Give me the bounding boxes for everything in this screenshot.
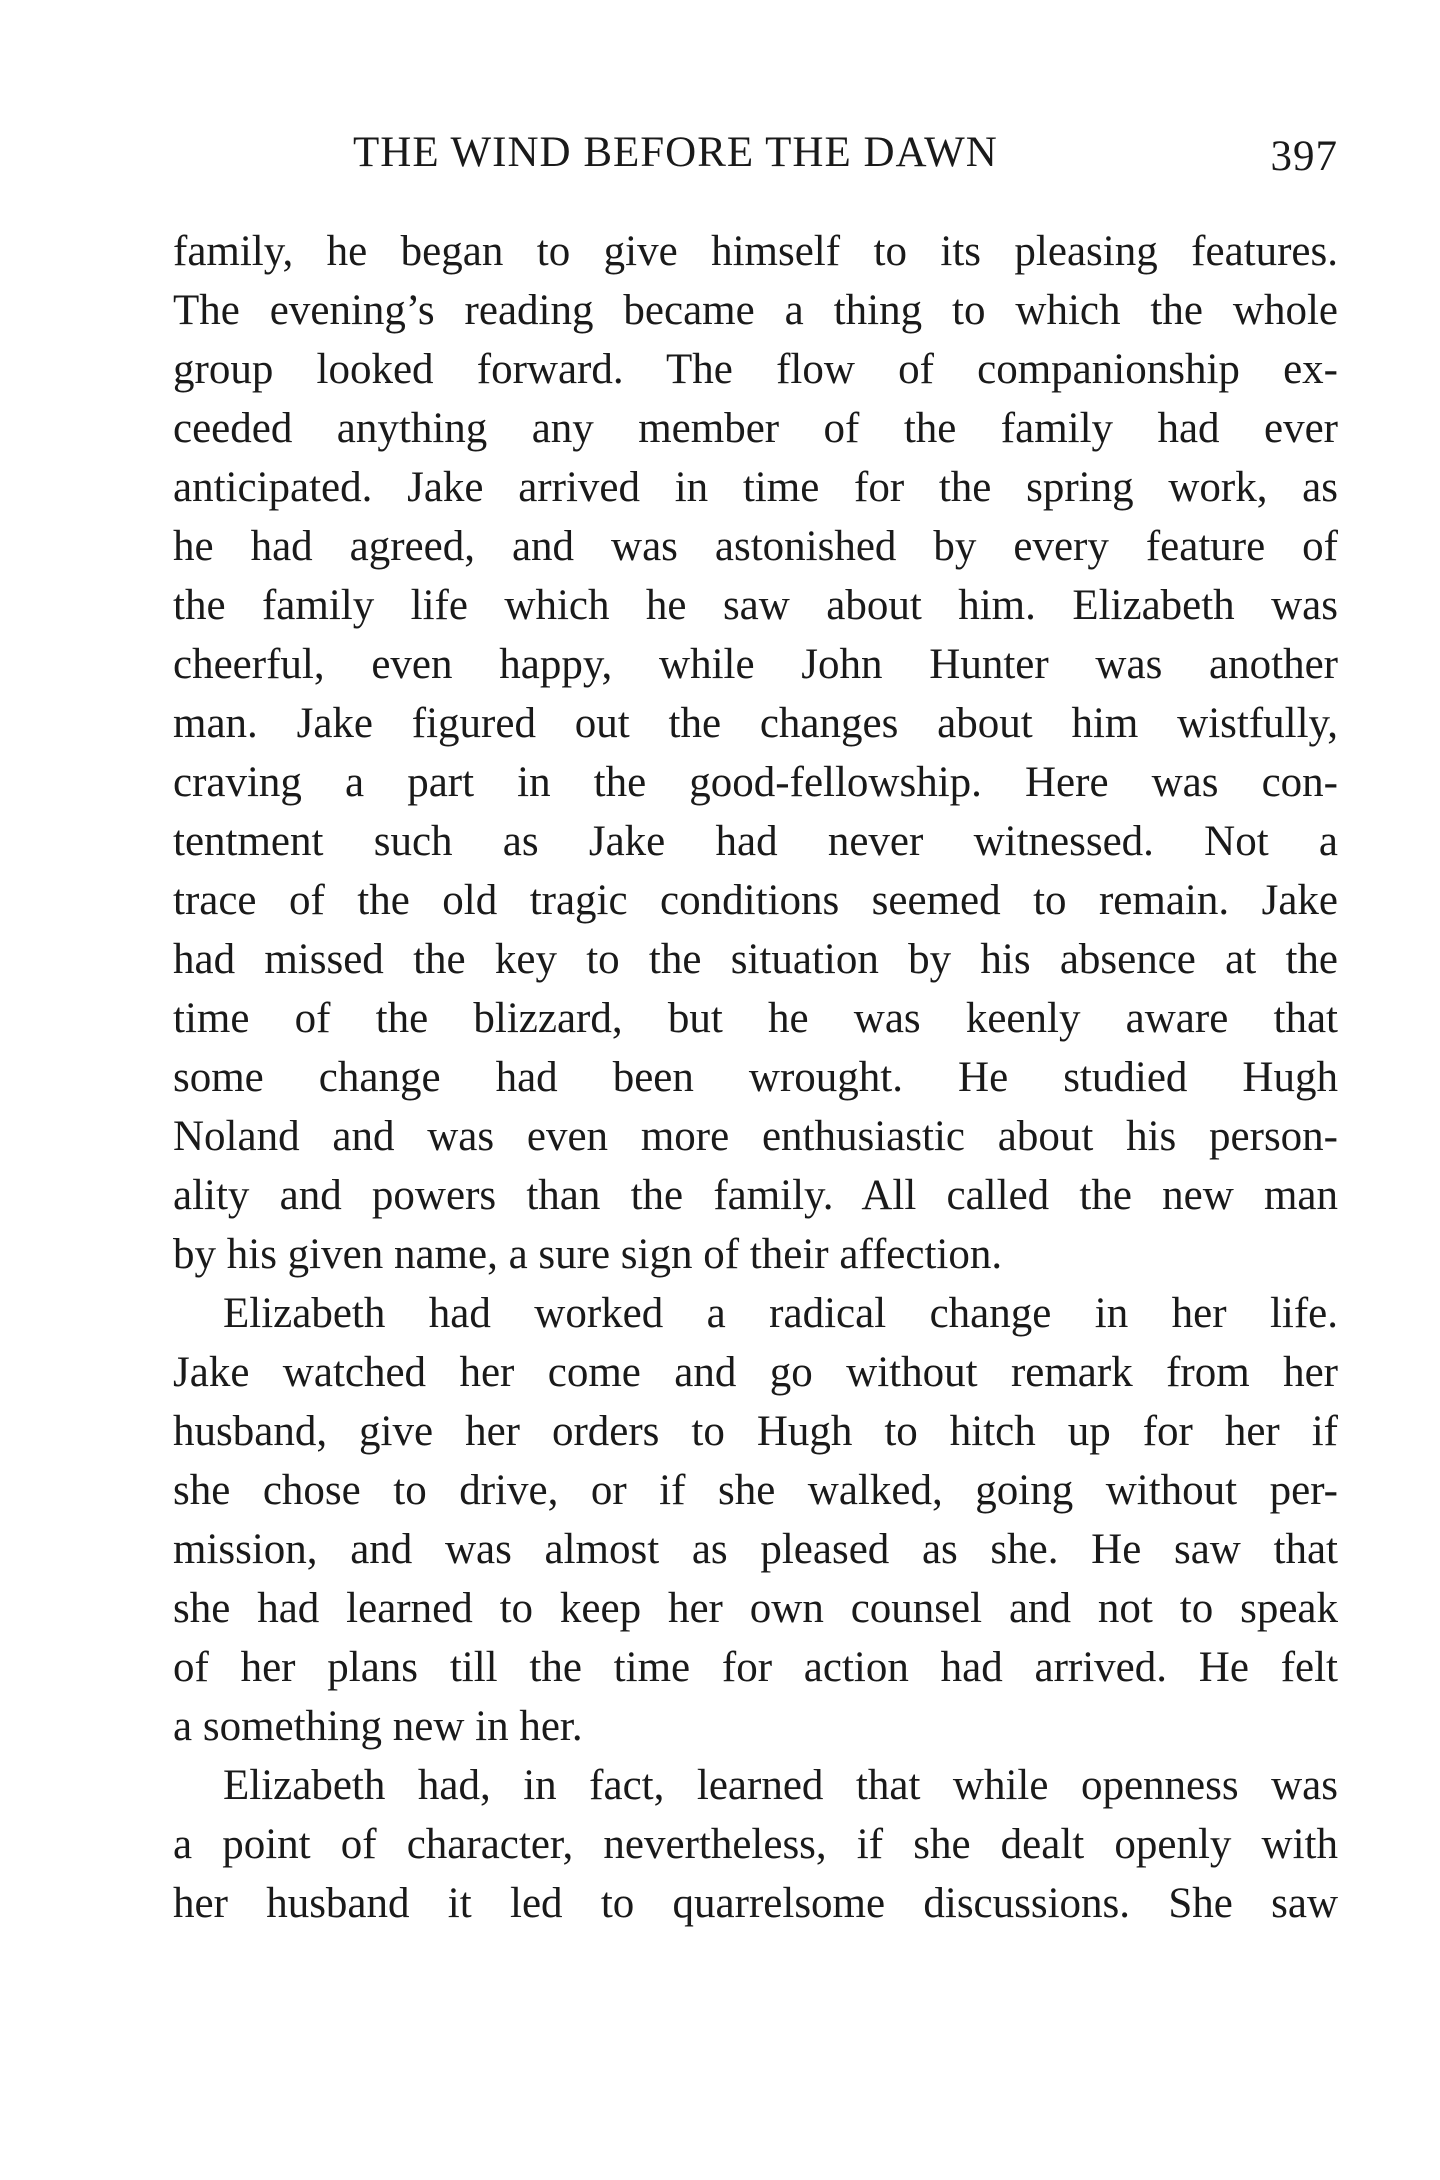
text-line: cheerful, even happy, while John Hunter was another [173, 641, 1338, 688]
paragraph-start-line: Elizabeth had, in fact, learned that while openness was [223, 1762, 1338, 1809]
body-text [173, 222, 1338, 1933]
text-line: had missed the key to the situation by his absence at the [173, 936, 1338, 983]
running-title: THE WIND BEFORE THE DAWN [353, 129, 998, 176]
text-line: The evening’s reading became a thing to which the whole [173, 287, 1338, 334]
text-line: anticipated. Jake arrived in time for the spring work, as [173, 464, 1338, 511]
text-line: mission, and was almost as pleased as she. He saw that [173, 1526, 1338, 1573]
text-line: craving a part in the good-fellowship. Here was con- [173, 759, 1338, 806]
text-line: ceeded anything any member of the family had ever [173, 405, 1338, 452]
text-line: he had agreed, and was astonished by every feature of [173, 523, 1338, 570]
paragraph-end-line: by his given name, a sure sign of their affection. [173, 1231, 1003, 1278]
text-line: of her plans till the time for action had arrived. He felt [173, 1644, 1338, 1691]
text-line: Noland and was even more enthusiastic about his person- [173, 1113, 1338, 1160]
text-line: a point of character, nevertheless, if she dealt openly with [173, 1821, 1338, 1868]
text-line: group looked forward. The flow of companionship ex- [173, 346, 1338, 393]
text-line: man. Jake figured out the changes about him wistfully, [173, 700, 1338, 747]
text-line: she had learned to keep her own counsel and not to speak [173, 1585, 1338, 1632]
text-line: Jake watched her come and go without remark from her [173, 1349, 1338, 1396]
text-line: ality and powers than the family. All called the new man [173, 1172, 1338, 1219]
running-head [173, 128, 1338, 188]
text-line: trace of the old tragic conditions seemed to remain. Jake [173, 877, 1338, 924]
text-line: her husband it led to quarrelsome discussions. She saw [173, 1880, 1338, 1927]
page-number: 397 [1270, 133, 1338, 180]
paragraph-end-line: a something new in her. [173, 1703, 583, 1750]
text-line: time of the blizzard, but he was keenly aware that [173, 995, 1338, 1042]
text-line: the family life which he saw about him. Elizabeth was [173, 582, 1338, 629]
text-line: husband, give her orders to Hugh to hitch up for her if [173, 1408, 1338, 1455]
text-line: she chose to drive, or if she walked, going without per- [173, 1467, 1338, 1514]
text-line: family, he began to give himself to its pleasing features. [173, 228, 1338, 275]
text-line: some change had been wrought. He studied Hugh [173, 1054, 1338, 1101]
text-line: tentment such as Jake had never witnessed. Not a [173, 818, 1338, 865]
paragraph-start-line: Elizabeth had worked a radical change in her life. [223, 1290, 1338, 1337]
